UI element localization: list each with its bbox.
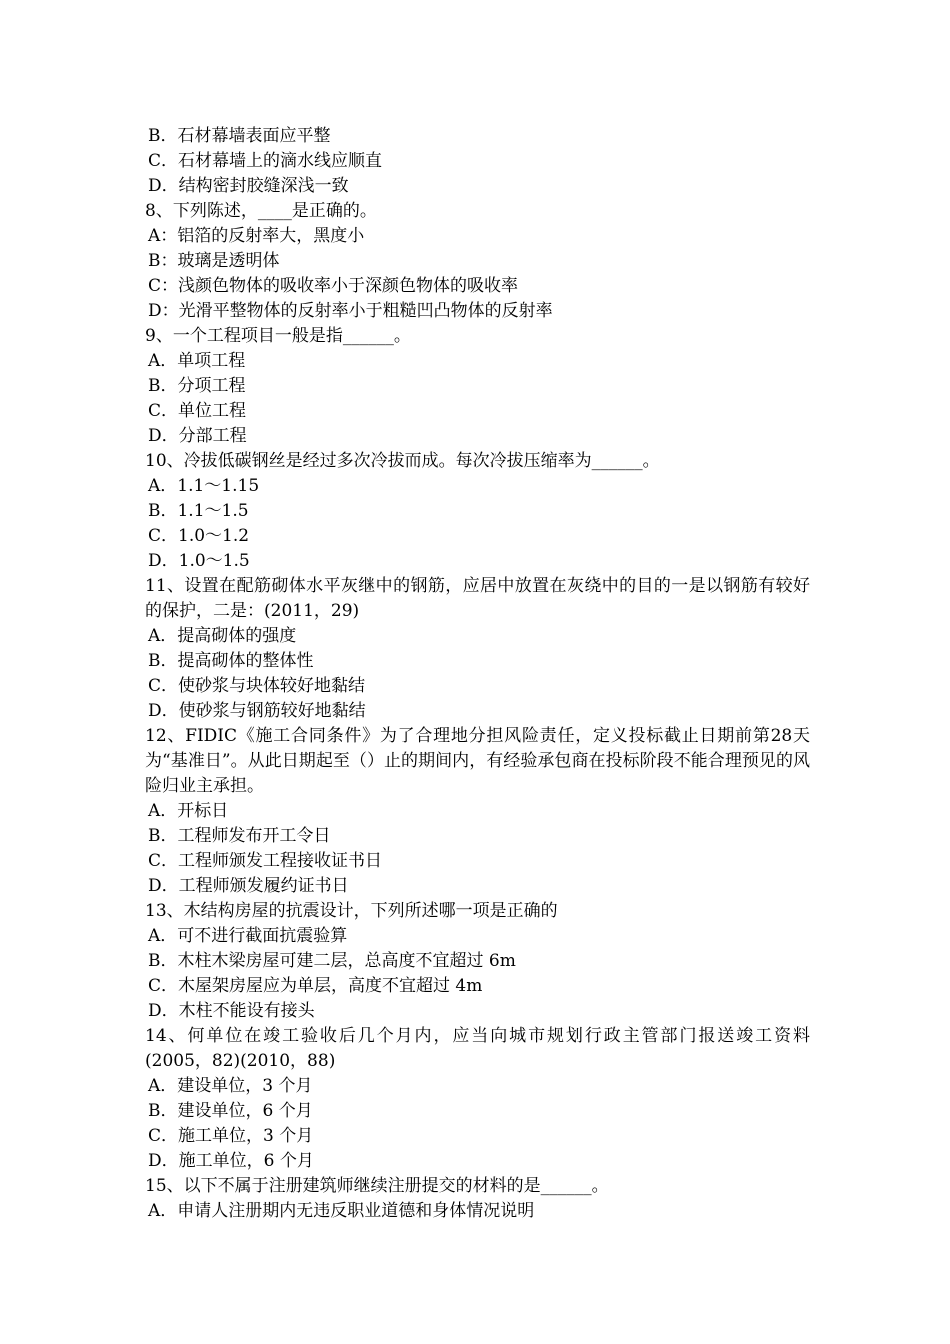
option-12a: A．开标日 (148, 801, 229, 821)
option-11b: B．提高砌体的整体性 (148, 651, 314, 671)
option-9b: B．分项工程 (148, 376, 246, 396)
option-7b: B．石材幕墙表面应平整 (148, 126, 331, 146)
option-8d: D：光滑平整物体的反射率小于粗糙凹凸物体的反射率 (148, 301, 553, 321)
option-13b: B．木柱木梁房屋可建二层，总高度不宜超过 6m (148, 951, 516, 971)
option-14d: D．施工单位，6 个月 (148, 1151, 314, 1171)
option-15a: A．申请人注册期内无违反职业道德和身体情况说明 (148, 1201, 535, 1221)
option-7d: D．结构密封胶缝深浅一致 (148, 176, 349, 196)
question-13: 13、木结构房屋的抗震设计，下列所述哪一项是正确的 (145, 901, 558, 921)
question-list (145, 124, 810, 1224)
option-13d: D．木柱不能设有接头 (148, 1001, 315, 1021)
option-14a: A．建设单位，3 个月 (148, 1076, 313, 1096)
option-10d: D．1.0～1.5 (148, 551, 250, 571)
option-13a: A．可不进行截面抗震验算 (148, 926, 348, 946)
option-11c: C．使砂浆与块体较好地黏结 (148, 676, 366, 696)
option-14b: B．建设单位，6 个月 (148, 1101, 313, 1121)
question-11: 11、设置在配筋砌体水平灰继中的钢筋，应居中放置在灰绕中的目的一是以钢筋有较好的保护，二是：(2011，29) (145, 576, 810, 621)
option-11a: A．提高砌体的强度 (148, 626, 297, 646)
question-10: 10、冷拔低碳钢丝是经过多次冷拔而成。每次冷拔压缩率为______。 (145, 451, 660, 471)
option-8c: C：浅颜色物体的吸收率小于深颜色物体的吸收率 (148, 276, 519, 296)
option-12b: B．工程师发布开工令日 (148, 826, 331, 846)
option-12c: C．工程师颁发工程接收证书日 (148, 851, 383, 871)
option-10c: C．1.0～1.2 (148, 526, 250, 546)
option-11d: D．使砂浆与钢筋较好地黏结 (148, 701, 366, 721)
option-10b: B．1.1～1.5 (148, 501, 249, 521)
question-8: 8、下列陈述，____是正确的。 (145, 201, 377, 221)
option-7c: C．石材幕墙上的滴水线应顺直 (148, 151, 383, 171)
question-14: 14、何单位在竣工验收后几个月内，应当向城市规划行政主管部门报送竣工资料(2005，82)(2010，88) (145, 1026, 810, 1071)
question-15: 15、以下不属于注册建筑师继续注册提交的材料的是______。 (145, 1176, 609, 1196)
option-9d: D．分部工程 (148, 426, 247, 446)
question-9: 9、一个工程项目一般是指______。 (145, 326, 411, 346)
option-13c: C．木屋架房屋应为单层，高度不宜超过 4m (148, 976, 483, 996)
option-14c: C．施工单位，3 个月 (148, 1126, 314, 1146)
question-12: 12、FIDIC《施工合同条件》为了合理地分担风险责任，定义投标截止日期前第28天为“基准日”。从此日期起至（）止的期间内，有经验承包商在投标阶段不能合理预见的风险归业主承担。 (145, 726, 810, 796)
option-8a: A：铝箔的反射率大，黑度小 (148, 226, 365, 246)
option-8b: B：玻璃是透明体 (148, 251, 280, 271)
option-9a: A．单项工程 (148, 351, 246, 371)
option-12d: D．工程师颁发履约证书日 (148, 876, 349, 896)
option-9c: C．单位工程 (148, 401, 247, 421)
option-10a: A．1.1～1.15 (148, 476, 260, 496)
